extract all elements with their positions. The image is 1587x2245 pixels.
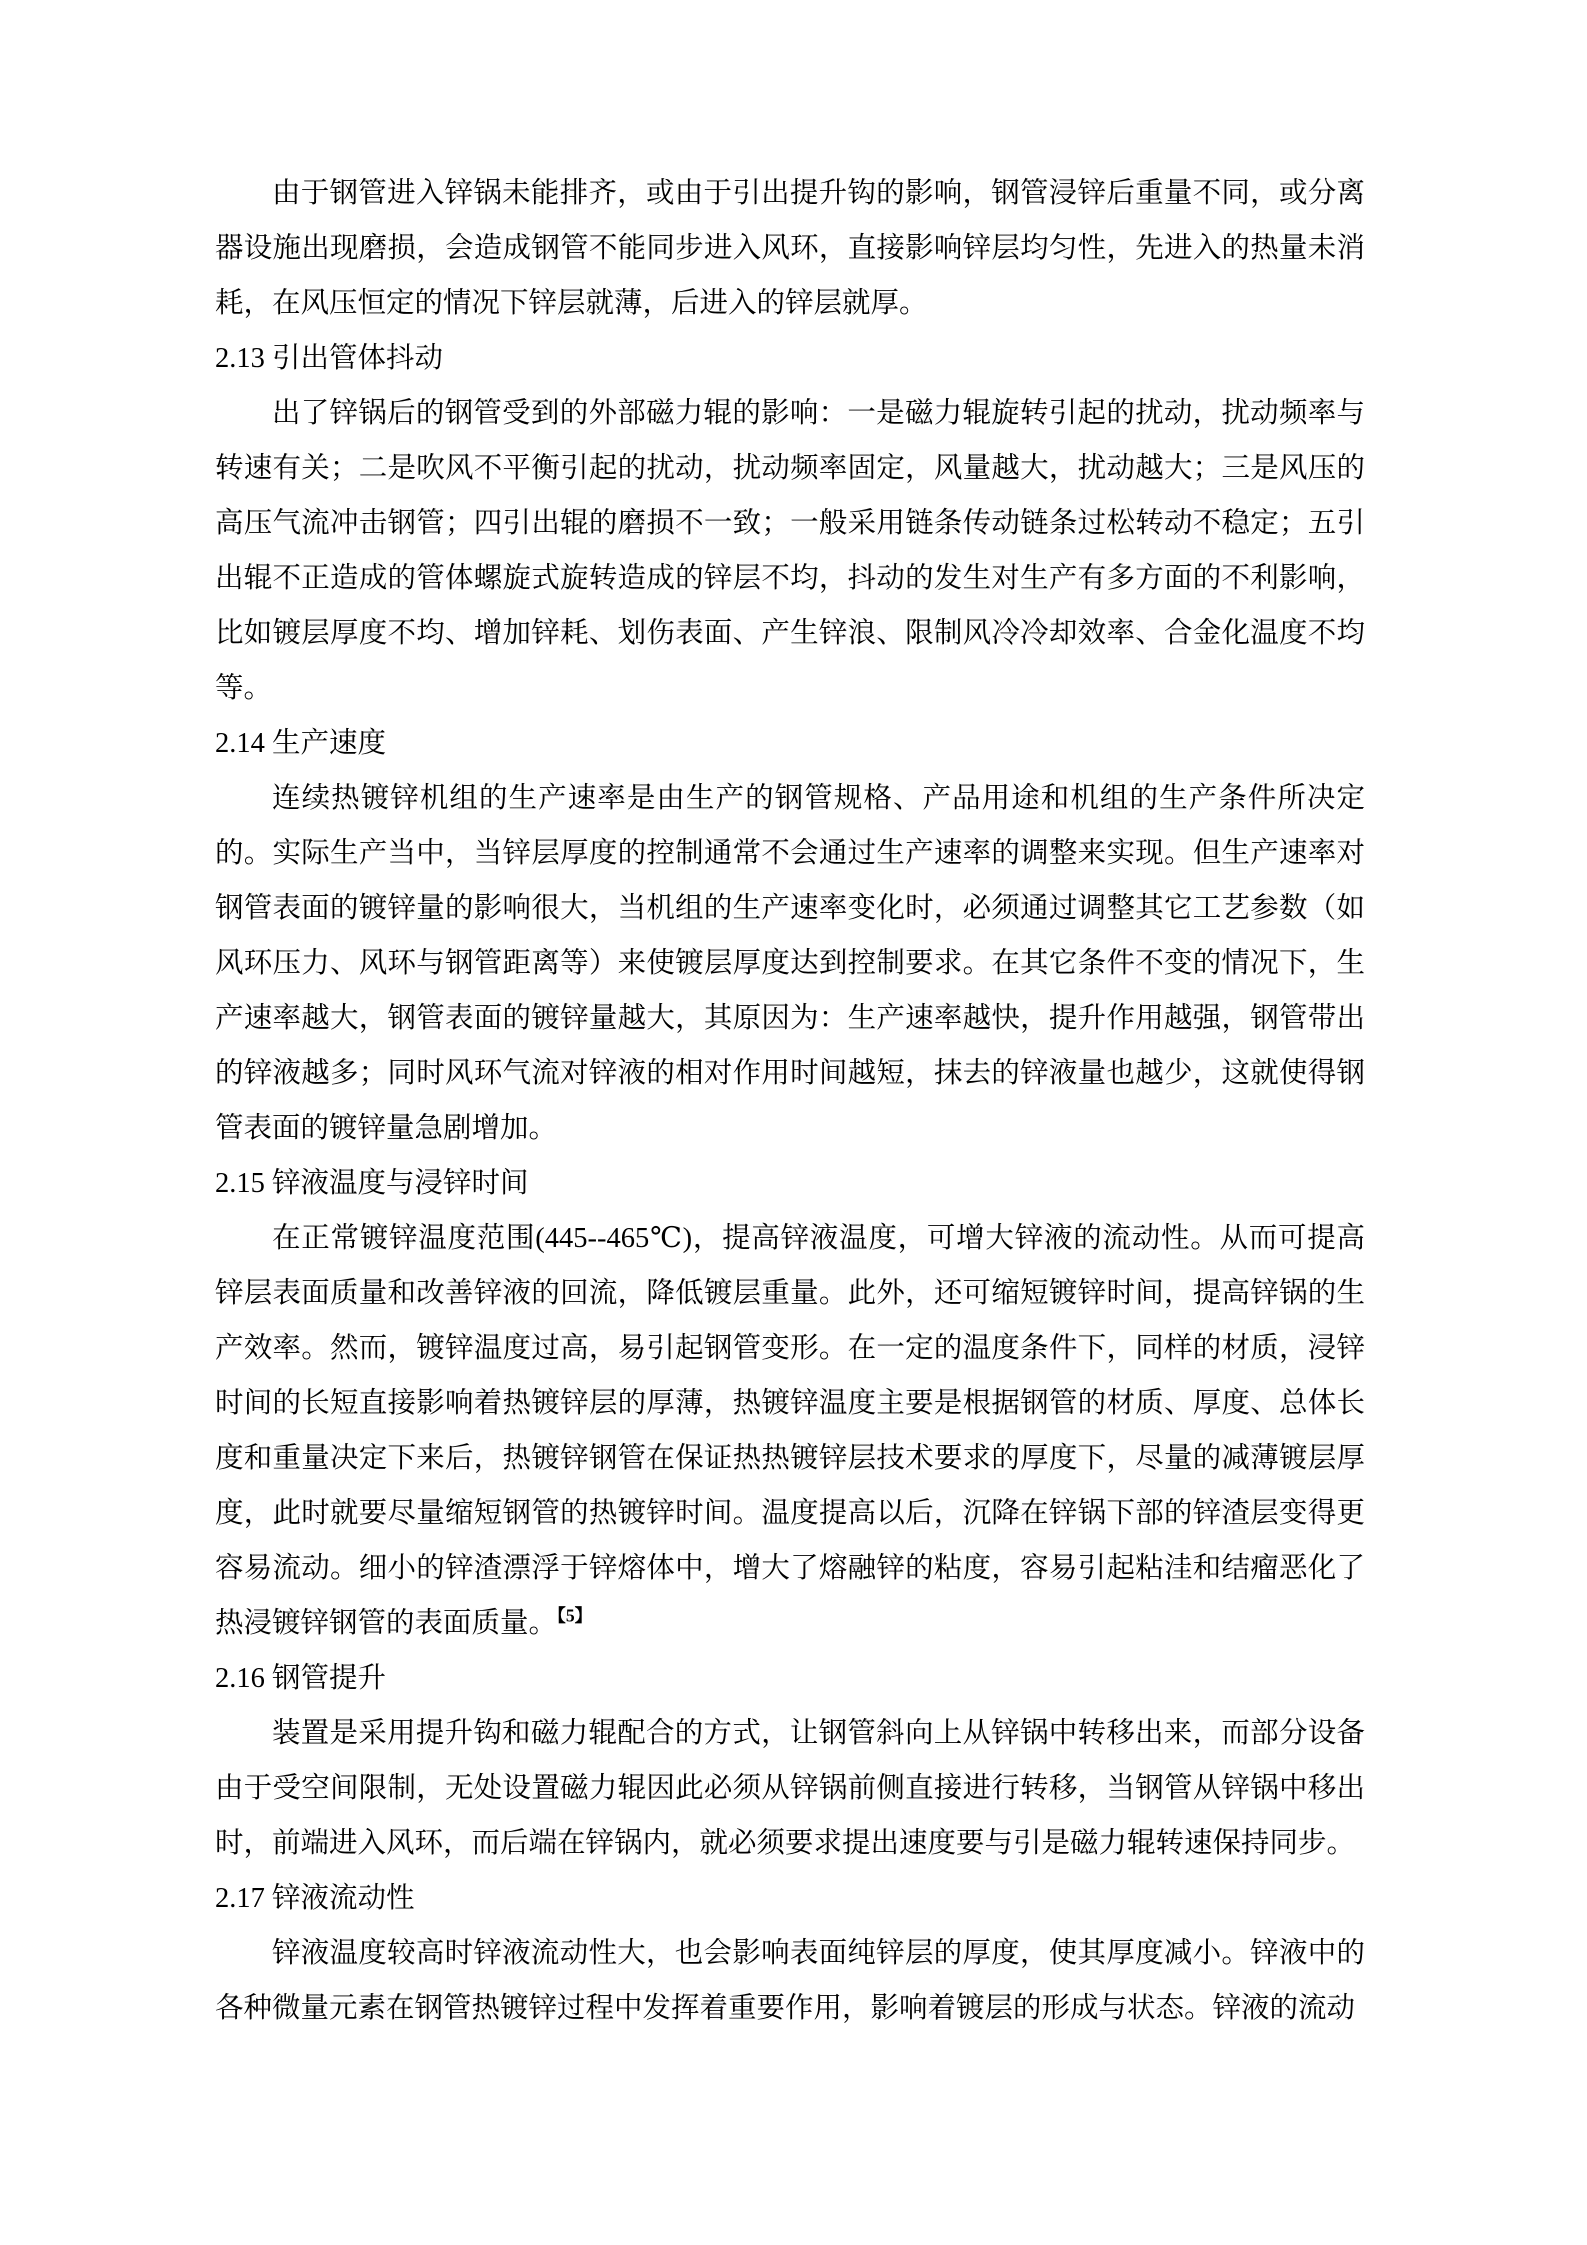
text-run: 锌液温度较高时锌液流动性大，也会影响表面纯锌层的厚度，使其厚度减小。锌液中的各种微量元素在钢管热镀锌过程中发挥着重要作用，影响着镀层的形成与状态。锌液的流动 (215, 1938, 1365, 2024)
text-run: 2.16 钢管提升 (215, 1663, 387, 1694)
paragraph (215, 1706, 1365, 1871)
text-run: 由于钢管进入锌锅未能排齐，或由于引出提升钩的影响，钢管浸锌后重量不同，或分离器设施出现磨损，会造成钢管不能同步进入风环，直接影响锌层均匀性，先进入的热量未消耗，在风压恒定的情况下锌层就薄，后进入的锌层就厚。 (215, 178, 1365, 319)
section-heading (215, 1871, 1365, 1926)
text-run: 2.17 锌液流动性 (215, 1883, 415, 1914)
paragraph (215, 1211, 1365, 1651)
citation-superscript: 【5】 (557, 1605, 593, 1626)
section-heading (215, 331, 1365, 386)
text-run: 2.14 生产速度 (215, 728, 387, 759)
text-run: 2.15 锌液温度与浸锌时间 (215, 1168, 529, 1199)
text-run: 出了锌锅后的钢管受到的外部磁力辊的影响：一是磁力辊旋转引起的扰动，扰动频率与转速有关；二是吹风不平衡引起的扰动，扰动频率固定，风量越大，扰动越大；三是风压的高压气流冲击钢管；四引出辊的磨损不一致；一般采用链条传动链条过松转动不稳定；五引出辊不正造成的管体螺旋式旋转造成的锌层不均，抖动的发生对生产有多方面的不利影响，比如镀层厚度不均、增加锌耗、划伤表面、产生锌浪、限制风冷冷却效率、合金化温度不均等。 (215, 398, 1365, 704)
paragraph (215, 386, 1365, 716)
section-heading (215, 1156, 1365, 1211)
section-heading (215, 716, 1365, 771)
text-run: 2.13 引出管体抖动 (215, 343, 444, 374)
text-run: 装置是采用提升钩和磁力辊配合的方式，让钢管斜向上从锌锅中转移出来，而部分设备由于受空间限制，无处设置磁力辊因此必须从锌锅前侧直接进行转移，当钢管从锌锅中移出时，前端进入风环，而后端在锌锅内，就必须要求提出速度要与引是磁力辊转速保持同步。 (215, 1718, 1365, 1859)
paragraph (215, 166, 1365, 331)
paragraph (215, 1926, 1365, 2036)
text-run: 连续热镀锌机组的生产速率是由生产的钢管规格、产品用途和机组的生产条件所决定的。实际生产当中，当锌层厚度的控制通常不会通过生产速率的调整来实现。但生产速率对钢管表面的镀锌量的影响很大，当机组的生产速率变化时，必须通过调整其它工艺参数（如风环压力、风环与钢管距离等）来使镀层厚度达到控制要求。在其它条件不变的情况下，生产速率越大，钢管表面的镀锌量越大，其原因为：生产速率越快，提升作用越强，钢管带出的锌液越多；同时风环气流对锌液的相对作用时间越短，抹去的锌液量也越少，这就使得钢管表面的镀锌量急剧增加。 (215, 783, 1365, 1144)
text-run: 在正常镀锌温度范围(445--465℃)，提高锌液温度，可增大锌液的流动性。从而可提高锌层表面质量和改善锌液的回流，降低镀层重量。此外，还可缩短镀锌时间，提高锌锅的生产效率。然而，镀锌温度过高，易引起钢管变形。在一定的温度条件下，同样的材质，浸锌时间的长短直接影响着热镀锌层的厚薄，热镀锌温度主要是根据钢管的材质、厚度、总体长度和重量决定下来后，热镀锌钢管在保证热热镀锌层技术要求的厚度下，尽量的减薄镀层厚度，此时就要尽量缩短钢管的热镀锌时间。温度提高以后，沉降在锌锅下部的锌渣层变得更容易流动。细小的锌渣漂浮于锌熔体中，增大了熔融锌的粘度，容易引起粘洼和结瘤恶化了热浸镀锌钢管的表面质量。 (215, 1223, 1365, 1639)
paragraph (215, 771, 1365, 1156)
document-body (215, 166, 1365, 2036)
section-heading (215, 1651, 1365, 1706)
